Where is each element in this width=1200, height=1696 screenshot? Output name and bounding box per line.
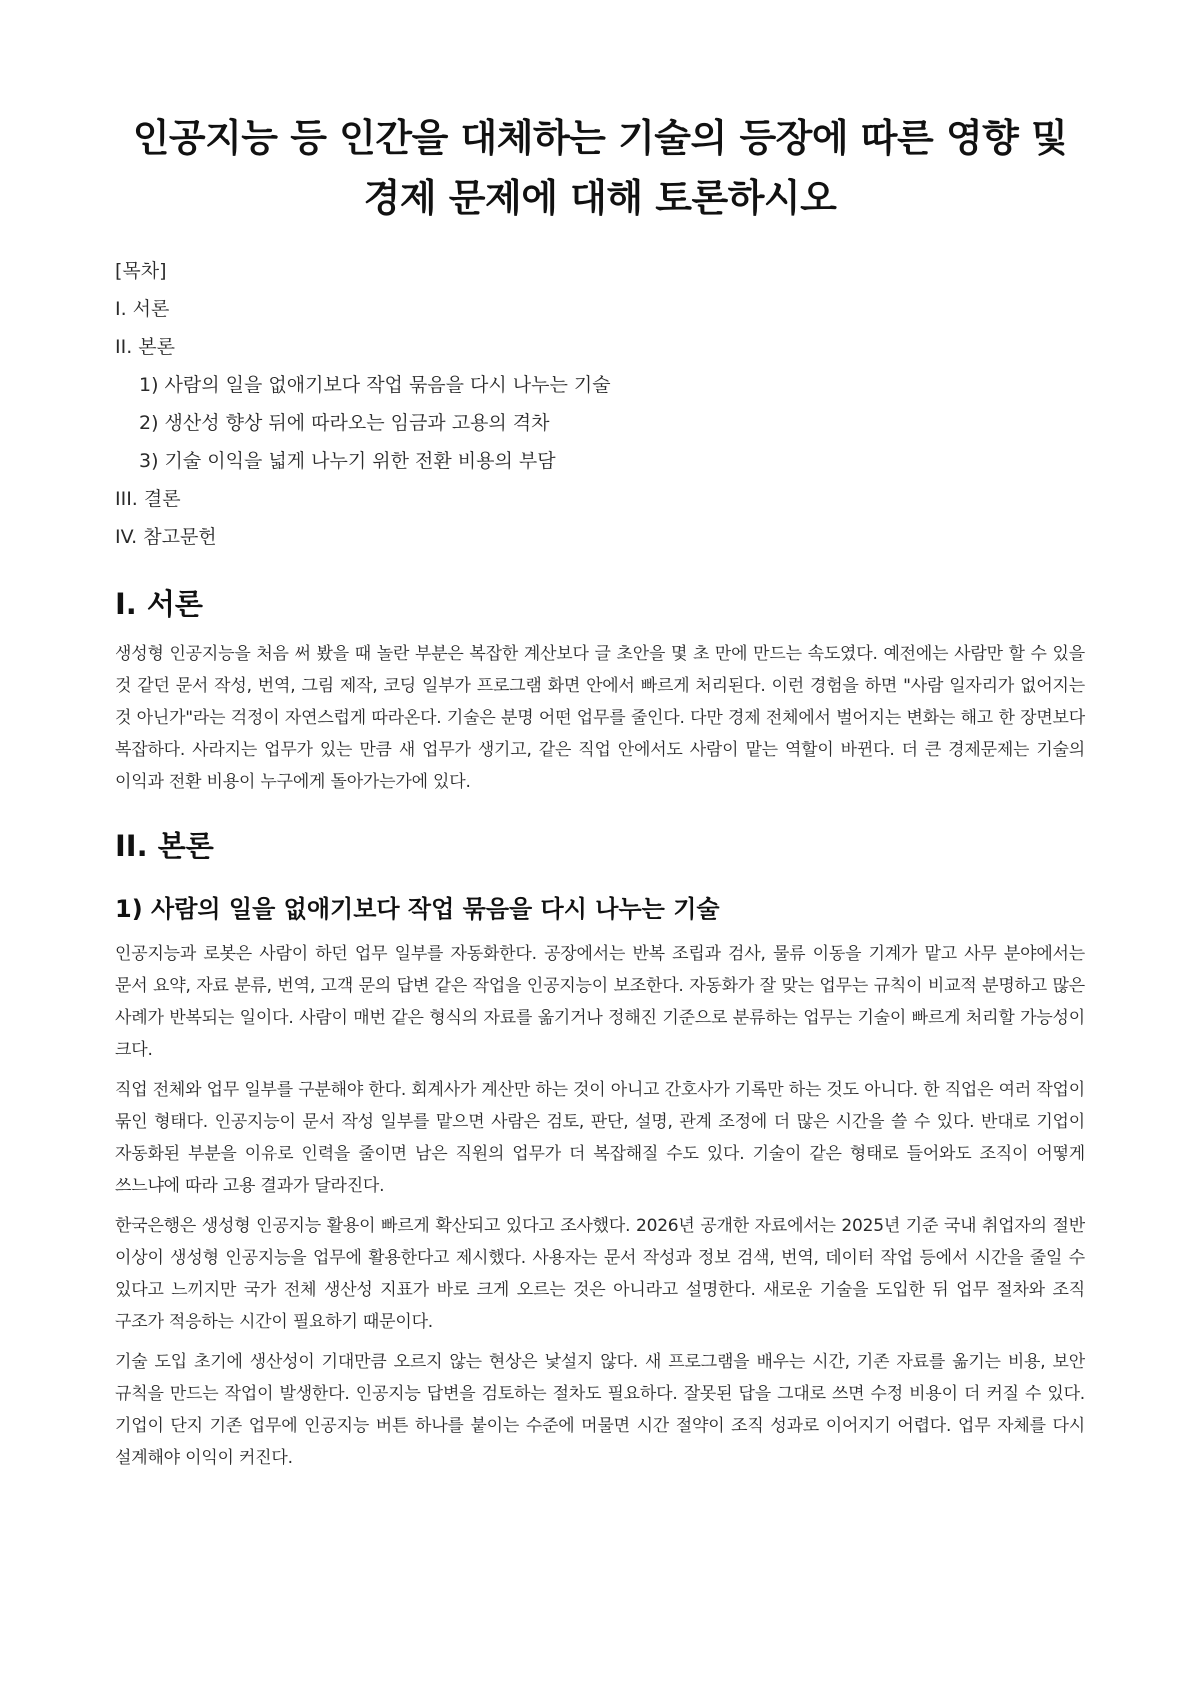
paragraph: 기술 도입 초기에 생산성이 기대만큼 오르지 않는 현상은 낯설지 않다. 새 프로그램을 배우는 시간, 기존 자료를 옮기는 비용, 보안 규칙을 만드는 작업이 발생한다. 인공지능 답변을 검토하는 절차도 필요하다. 잘못된 답을 그대로 쓰면 수정 비용이 더 커질 수 있다. 기업이 단지 기존 업무에 인공지능 버튼 하나를 붙이는 수준에 머물면 시간 절약이 조직 성과로 이어지기 어렵다. 업무 자체를 다시 설계해야 이익이 커진다. <box>115 1352 1085 1468</box>
toc-item-introduction: I. 서론 <box>115 298 170 320</box>
paragraph: 생성형 인공지능을 처음 써 봤을 때 놀란 부분은 복잡한 계산보다 글 초안을 몇 초 만에 만드는 속도였다. 예전에는 사람만 할 수 있을 것 같던 문서 작성, 번역, 그림 제작, 코딩 일부가 프로그램 화면 안에서 빠르게 처리된다. 이런 경험을 하면 "사람 일자리가 없어지는 것 아닌가"라는 걱정이 자연스럽게 따라온다. 기술은 분명 어떤 업무를 줄인다. 다만 경제 전체에서 벌어지는 변화는 해고 한 장면보다 복잡하다. 사라지는 업무가 있는 만큼 새 업무가 생기고, 같은 직업 안에서도 사람이 맡는 역할이 바뀐다. 더 큰 경제문제는 기술의 이익과 전환 비용이 누구에게 돌아가는가에 있다. <box>115 644 1085 792</box>
toc-subitem-3: 3) 기술 이익을 넓게 나누기 위한 전환 비용의 부담 <box>139 450 556 472</box>
toc-heading: [목차] <box>115 260 167 282</box>
paragraph: 한국은행은 생성형 인공지능 활용이 빠르게 확산되고 있다고 조사했다. 2026년 공개한 자료에서는 2025년 기준 국내 취업자의 절반 이상이 생성형 인공지능을 업무에 활용한다고 제시했다. 사용자는 문서 작성과 정보 검색, 번역, 데이터 작업 등에서 시간을 줄일 수 있다고 느끼지만 국가 전체 생산성 지표가 바로 크게 오르는 것은 아니라고 설명한다. 새로운 기술을 도입한 뒤 업무 절차와 조직 구조가 적응하는 시간이 필요하기 때문이다. <box>115 1216 1085 1332</box>
document-title: 인공지능 등 인간을 대체하는 기술의 등장에 따른 영향 및 경제 문제에 대해 토론하시오 <box>132 116 1068 220</box>
table-of-contents <box>115 252 1085 556</box>
paragraph: 인공지능과 로봇은 사람이 하던 업무 일부를 자동화한다. 공장에서는 반복 조립과 검사, 물류 이동을 기계가 맡고 사무 분야에서는 문서 요약, 자료 분류, 번역, 고객 문의 답변 같은 작업을 인공지능이 보조한다. 자동화가 잘 맞는 업무는 규칙이 비교적 분명하고 많은 사례가 반복되는 일이다. 사람이 매번 같은 형식의 자료를 옮기거나 정해진 기준으로 분류하는 업무는 기술이 빠르게 처리할 가능성이 크다. <box>115 944 1085 1060</box>
toc-subitem-2: 2) 생산성 향상 뒤에 따라오는 임금과 고용의 격차 <box>139 412 550 434</box>
subsection-heading: 1) 사람의 일을 없애기보다 작업 묶음을 다시 나누는 기술 <box>115 895 720 923</box>
toc-item-references: IV. 참고문헌 <box>115 526 217 548</box>
section-heading-introduction: I. 서론 <box>115 587 203 621</box>
toc-subitem-1: 1) 사람의 일을 없애기보다 작업 묶음을 다시 나누는 기술 <box>139 374 611 396</box>
section-heading-body: II. 본론 <box>115 829 214 863</box>
toc-item-body: II. 본론 <box>115 336 175 358</box>
toc-item-conclusion: III. 결론 <box>115 488 181 510</box>
paragraph: 직업 전체와 업무 일부를 구분해야 한다. 회계사가 계산만 하는 것이 아니고 간호사가 기록만 하는 것도 아니다. 한 직업은 여러 작업이 묶인 형태다. 인공지능이 문서 작성 일부를 맡으면 사람은 검토, 판단, 설명, 관계 조정에 더 많은 시간을 쓸 수 있다. 반대로 기업이 자동화된 부분을 이유로 인력을 줄이면 남은 직원의 업무가 더 복잡해질 수도 있다. 기술이 같은 형태로 들어와도 조직이 어떻게 쓰느냐에 따라 고용 결과가 달라진다. <box>115 1080 1085 1196</box>
